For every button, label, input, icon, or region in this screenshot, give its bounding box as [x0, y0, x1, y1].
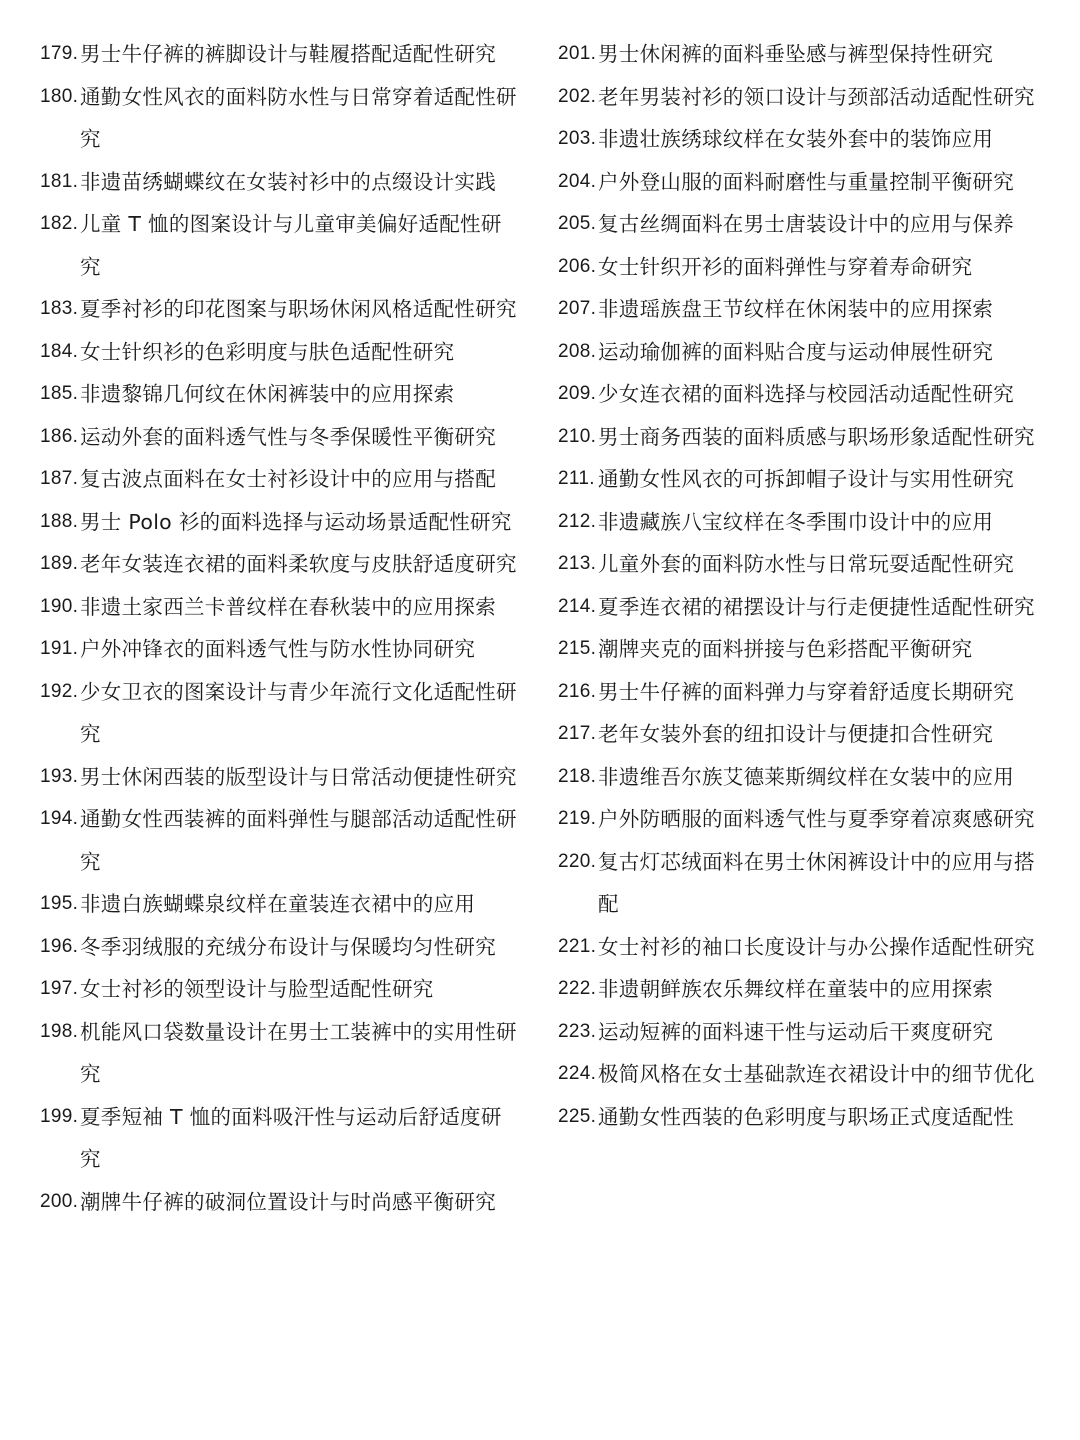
item-title: 复古丝绸面料在男士唐装设计中的应用与保养 — [598, 212, 1014, 236]
list-item — [40, 756, 540, 799]
item-number: 220. — [558, 850, 597, 872]
list-item — [558, 331, 1058, 374]
item-title: 女士针织开衫的面料弹性与穿着寿命研究 — [598, 254, 973, 279]
item-title: 潮牌牛仔裤的破洞位置设计与时尚感平衡研究 — [80, 1189, 496, 1214]
item-number: 205. — [558, 213, 597, 234]
item-number: 200. — [40, 1190, 79, 1212]
list-item — [558, 1053, 1058, 1096]
item-title: 运动短裤的面料速干性与运动后干爽度研究 — [598, 1019, 994, 1044]
item-title: 男士 Polo 衫的面料选择与运动场景适配性研究 — [80, 509, 512, 534]
item-number: 217. — [558, 723, 597, 744]
item-number: 222. — [558, 978, 597, 999]
left-column — [40, 33, 540, 1223]
item-title: 夏季连衣裙的裙摆设计与行走便捷性适配性研究 — [598, 594, 1035, 619]
item-title: 老年女装连衣裙的面料柔软度与皮肤舒适度研究 — [80, 552, 517, 576]
item-number: 202. — [558, 85, 597, 107]
list-item — [558, 373, 1058, 416]
list-item — [558, 76, 1058, 119]
list-item — [40, 373, 540, 416]
item-title: 非遗白族蝴蝶泉纹样在童装连衣裙中的应用 — [80, 892, 476, 916]
item-title: 潮牌夹克的面料拼接与色彩搭配平衡研究 — [598, 637, 973, 661]
item-title: 女士衬衫的袖口长度设计与办公操作适配性研究 — [598, 934, 1035, 959]
list-item — [40, 288, 540, 331]
item-title: 男士牛仔裤的面料弹力与穿着舒适度长期研究 — [598, 679, 1014, 704]
item-title: 男士牛仔裤的裤脚设计与鞋履搭配适配性研究 — [80, 42, 496, 66]
item-number: 219. — [558, 808, 597, 829]
list-item — [558, 501, 1058, 544]
item-title: 极简风格在女士基础款连衣裙设计中的细节优化 — [598, 1062, 1035, 1086]
list-item — [558, 628, 1058, 671]
item-title: 运动外套的面料透气性与冬季保暖性平衡研究 — [80, 424, 496, 449]
list-item — [40, 883, 540, 926]
item-number: 194. — [40, 808, 79, 829]
list-item — [40, 331, 540, 374]
item-number: 208. — [558, 340, 597, 362]
item-number: 218. — [558, 765, 597, 787]
item-title: 冬季羽绒服的充绒分布设计与保暖均匀性研究 — [80, 934, 496, 959]
item-number: 195. — [40, 893, 79, 914]
item-number: 221. — [558, 935, 597, 957]
item-number: 187. — [40, 468, 79, 489]
list-item — [40, 628, 540, 671]
item-number: 191. — [40, 638, 79, 659]
item-number: 198. — [40, 1020, 79, 1042]
item-title: 少女卫衣的图案设计与青少年流行文化适配性研究 — [80, 679, 517, 746]
item-number: 190. — [40, 595, 79, 617]
list-item — [40, 416, 540, 459]
list-item — [40, 76, 540, 161]
item-title: 少女连衣裙的面料选择与校园活动适配性研究 — [598, 382, 1014, 406]
list-item — [558, 841, 1058, 926]
item-title: 儿童 T 恤的图案设计与儿童审美偏好适配性研究 — [80, 212, 502, 279]
list-item — [558, 1011, 1058, 1054]
item-number: 211. — [558, 468, 595, 489]
item-title: 非遗藏族八宝纹样在冬季围巾设计中的应用 — [598, 509, 994, 534]
item-title: 户外防晒服的面料透气性与夏季穿着凉爽感研究 — [598, 807, 1035, 831]
item-number: 186. — [40, 425, 79, 447]
item-title: 男士休闲裤的面料垂坠感与裤型保持性研究 — [598, 42, 994, 66]
item-title: 通勤女性风衣的可拆卸帽子设计与实用性研究 — [598, 467, 1014, 491]
item-title: 女士针织衫的色彩明度与肤色适配性研究 — [80, 339, 455, 364]
item-number: 204. — [558, 170, 597, 192]
item-number: 223. — [558, 1020, 597, 1042]
item-title: 非遗朝鲜族农乐舞纹样在童装中的应用探索 — [598, 977, 994, 1001]
item-title: 夏季短袖 T 恤的面料吸汗性与运动后舒适度研究 — [80, 1104, 502, 1171]
item-number: 212. — [558, 510, 597, 532]
item-number: 216. — [558, 680, 597, 702]
item-number: 214. — [558, 595, 597, 617]
list-item — [558, 246, 1058, 289]
item-title: 老年女装外套的纽扣设计与便捷扣合性研究 — [598, 722, 994, 746]
list-item — [558, 161, 1058, 204]
item-number: 201. — [558, 43, 597, 64]
list-item — [558, 416, 1058, 459]
item-title: 男士休闲西装的版型设计与日常活动便捷性研究 — [80, 764, 517, 789]
item-number: 225. — [558, 1105, 597, 1127]
list-item — [558, 543, 1058, 586]
list-item — [40, 33, 540, 76]
item-title: 儿童外套的面料防水性与日常玩耍适配性研究 — [598, 552, 1014, 576]
item-number: 199. — [40, 1105, 79, 1127]
item-title: 运动瑜伽裤的面料贴合度与运动伸展性研究 — [598, 339, 994, 364]
item-number: 203. — [558, 128, 597, 149]
item-number: 209. — [558, 383, 597, 404]
list-item — [40, 671, 540, 756]
item-title: 非遗维吾尔族艾德莱斯绸纹样在女装中的应用 — [598, 764, 1014, 789]
list-item — [558, 713, 1058, 756]
item-title: 非遗苗绣蝴蝶纹在女装衬衫中的点缀设计实践 — [80, 169, 496, 194]
list-item — [40, 586, 540, 629]
item-title: 户外登山服的面料耐磨性与重量控制平衡研究 — [598, 169, 1014, 194]
item-title: 非遗土家西兰卡普纹样在春秋装中的应用探索 — [80, 594, 496, 619]
list-item — [40, 161, 540, 204]
item-title: 通勤女性西装的色彩明度与职场正式度适配性 — [598, 1104, 1014, 1129]
item-number: 189. — [40, 553, 79, 574]
list-item — [558, 798, 1058, 841]
item-number: 215. — [558, 638, 597, 659]
item-number: 224. — [558, 1063, 597, 1084]
item-title: 户外冲锋衣的面料透气性与防水性协同研究 — [80, 637, 476, 661]
list-item — [40, 926, 540, 969]
item-title: 复古灯芯绒面料在男士休闲裤设计中的应用与搭配 — [598, 849, 1035, 916]
item-title: 通勤女性风衣的面料防水性与日常穿着适配性研究 — [80, 84, 517, 151]
item-number: 185. — [40, 383, 79, 404]
item-number: 196. — [40, 935, 79, 957]
list-item — [558, 756, 1058, 799]
item-title: 夏季衬衫的印花图案与职场休闲风格适配性研究 — [80, 297, 517, 321]
item-number: 188. — [40, 510, 79, 532]
list-item — [558, 203, 1058, 246]
list-item — [558, 926, 1058, 969]
item-title: 女士衬衫的领型设计与脸型适配性研究 — [80, 977, 434, 1001]
list-item — [558, 458, 1058, 501]
list-item — [558, 288, 1058, 331]
item-number: 193. — [40, 765, 79, 787]
item-number: 210. — [558, 425, 597, 447]
item-number: 181. — [40, 170, 79, 192]
item-title: 机能风口袋数量设计在男士工装裤中的实用性研究 — [80, 1019, 517, 1086]
item-number: 179. — [40, 43, 79, 64]
item-title: 非遗壮族绣球纹样在女装外套中的装饰应用 — [598, 127, 994, 151]
list-item — [558, 671, 1058, 714]
item-number: 213. — [558, 553, 597, 574]
item-number: 180. — [40, 85, 79, 107]
item-number: 182. — [40, 213, 79, 234]
list-item — [558, 118, 1058, 161]
list-item — [40, 1096, 540, 1181]
item-number: 197. — [40, 978, 79, 999]
item-title: 复古波点面料在女士衬衫设计中的应用与搭配 — [80, 467, 496, 491]
right-column — [558, 33, 1058, 1138]
item-number: 207. — [558, 298, 597, 319]
item-number: 184. — [40, 340, 79, 362]
list-item — [40, 543, 540, 586]
item-number: 206. — [558, 255, 597, 277]
item-title: 通勤女性西装裤的面料弹性与腿部活动适配性研究 — [80, 807, 517, 874]
item-title: 非遗黎锦几何纹在休闲裤装中的应用探索 — [80, 382, 455, 406]
list-item — [40, 1011, 540, 1096]
list-item — [558, 1096, 1058, 1139]
list-item — [40, 203, 540, 288]
list-item — [40, 1181, 540, 1224]
list-item — [40, 968, 540, 1011]
item-number: 192. — [40, 680, 79, 702]
item-title: 非遗瑶族盘王节纹样在休闲装中的应用探索 — [598, 297, 994, 321]
item-title: 男士商务西装的面料质感与职场形象适配性研究 — [598, 424, 1035, 449]
list-item — [40, 458, 540, 501]
list-item — [558, 968, 1058, 1011]
item-title: 老年男装衬衫的领口设计与颈部活动适配性研究 — [598, 84, 1035, 109]
list-item — [40, 798, 540, 883]
list-item — [558, 33, 1058, 76]
list-item — [558, 586, 1058, 629]
item-number: 183. — [40, 298, 79, 319]
list-item — [40, 501, 540, 544]
